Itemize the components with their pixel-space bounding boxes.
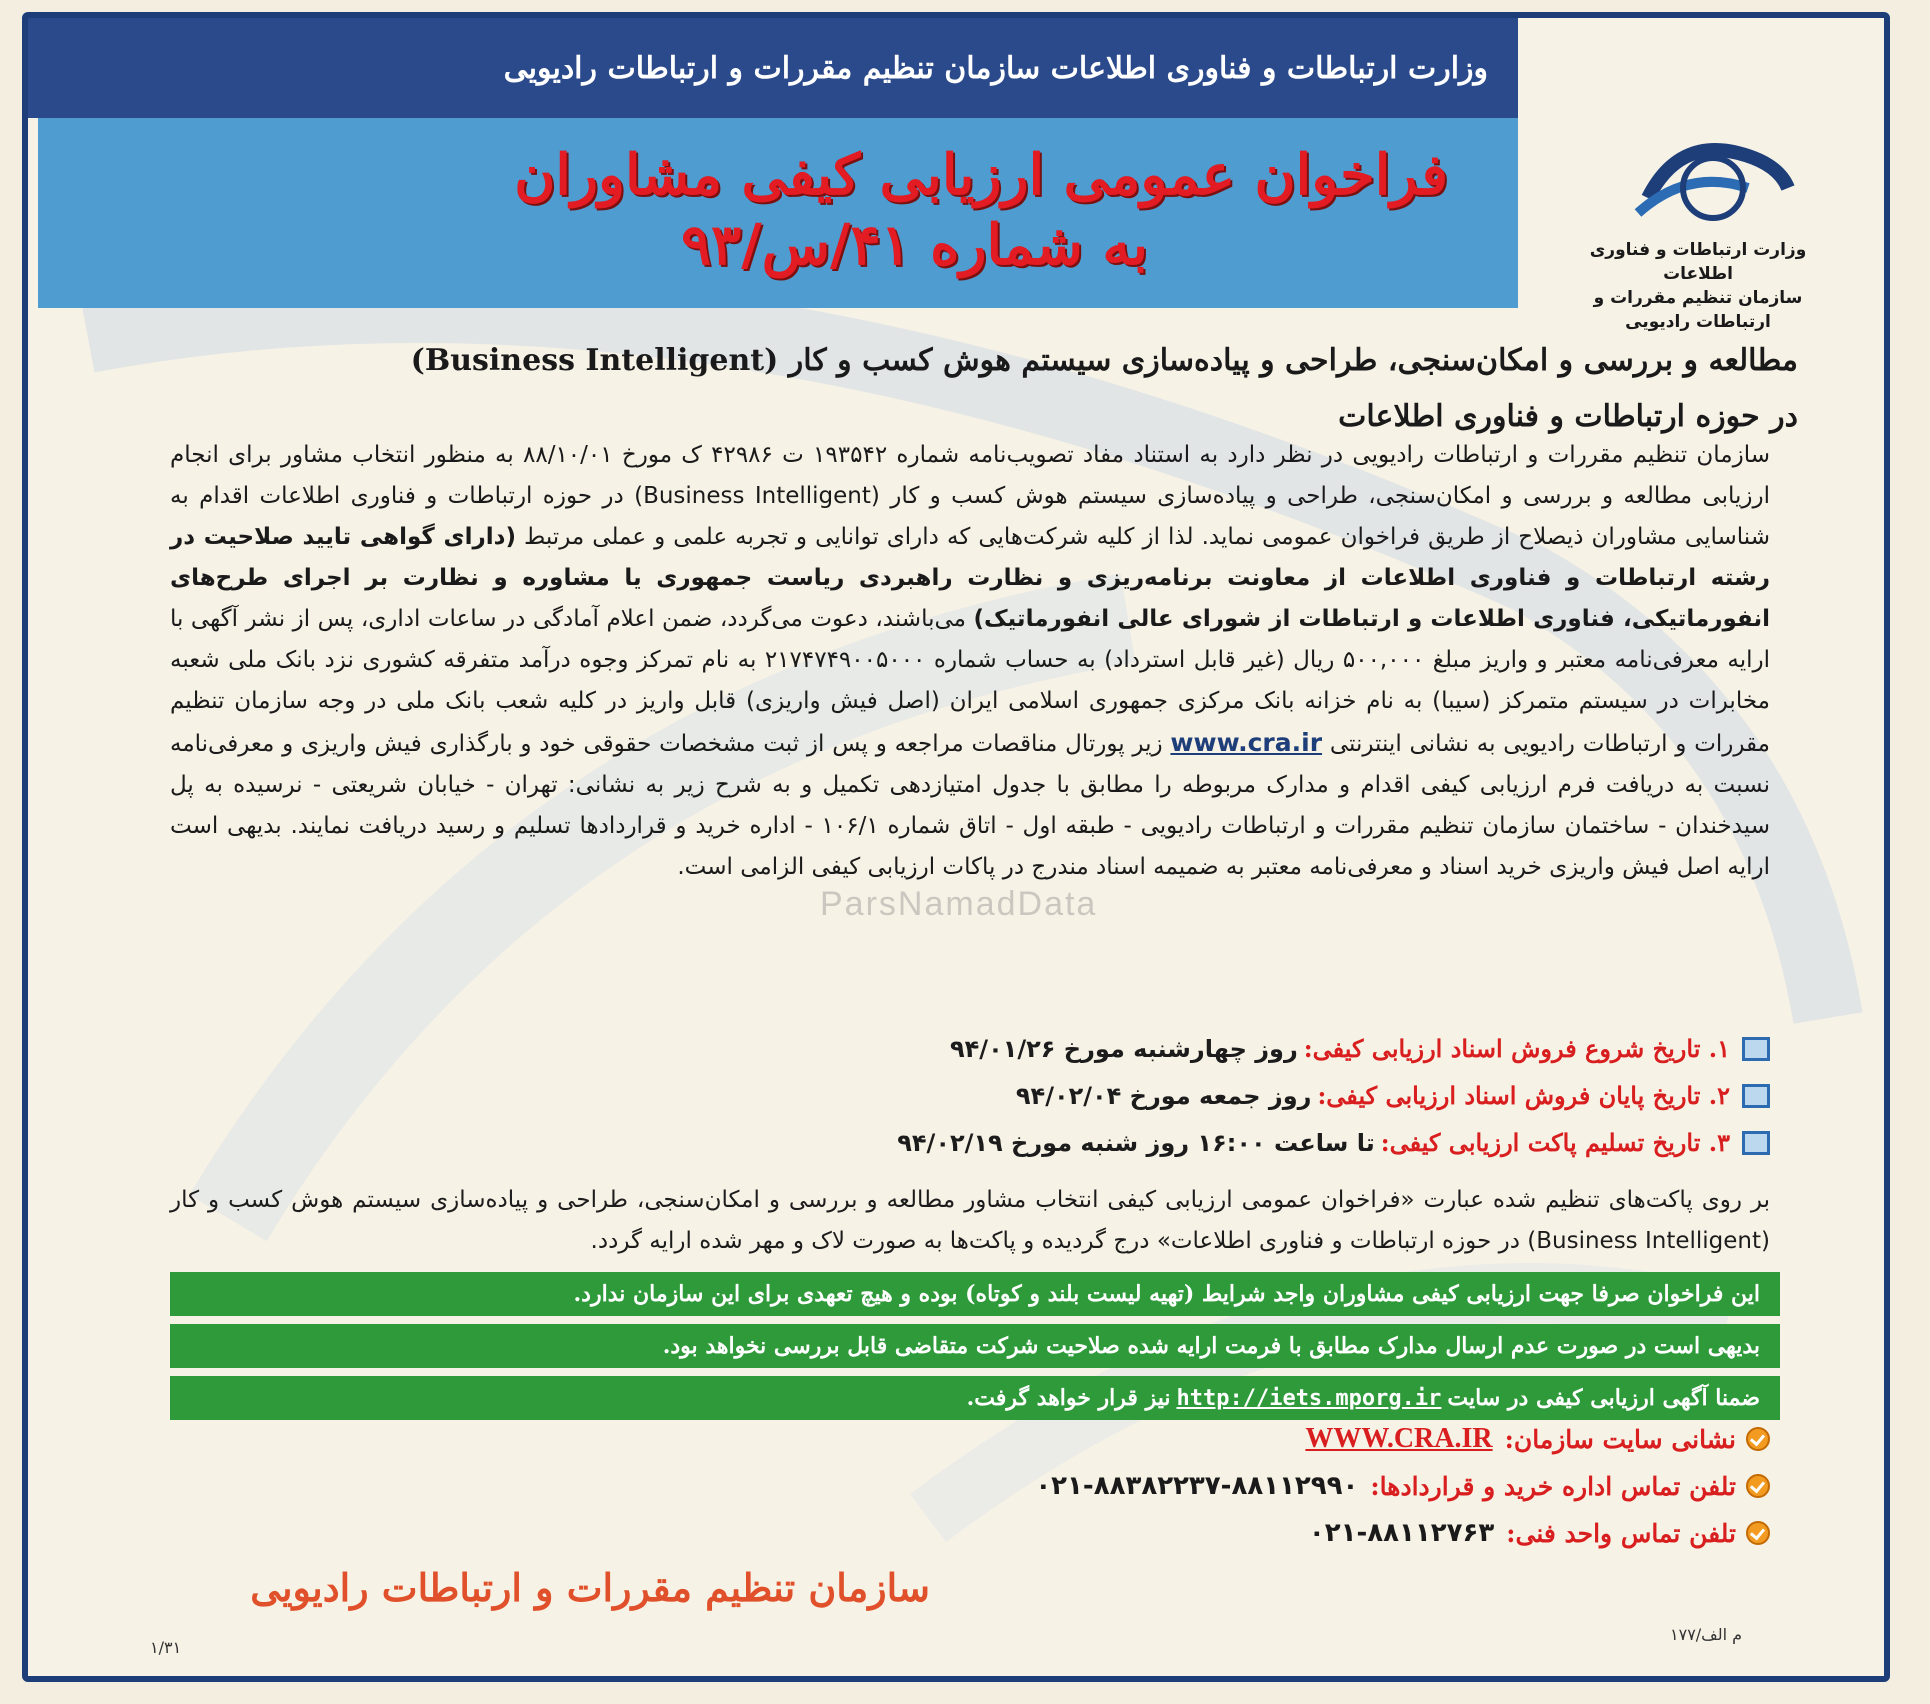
check-bullet-icon: [1746, 1427, 1770, 1451]
checkbox-icon: [1742, 1131, 1770, 1155]
logo-mark-icon: [1628, 128, 1798, 238]
date-label: ۲. تاریخ پایان فروش اسناد ارزیابی کیفی:: [1317, 1081, 1730, 1110]
green-notice-2-text: بدیهی است در صورت عدم ارسال مدارک مطابق با فرمت ارایه شده صلاحیت شرکت متقاضی قابل بررسی نخواهد بود.: [662, 1333, 1760, 1359]
ministry-banner: [28, 18, 1518, 118]
subject-line-2: در حوزه ارتباطات و فناوری اطلاعات: [1338, 399, 1798, 434]
announcement-title: فراخوان عمومی ارزیابی کیفی مشاوران: [514, 142, 1448, 208]
body-p3: زیر پورتال مناقصات مراجعه و پس از ثبت مشخصات حقوقی خود و بارگذاری فیش واریزی و معرفی‌نامه نسبت به دریافت فرم ارزیابی کیفی اقدام و مدارک مربوطه را مطابق با جدول امتیازدهی تکمیل و به شرح زیر به نشانی: تهران - خیابان شریعتی - نرسیده به پل سیدخندان - ساختمان سازمان تنظیم مقررات و ارتباطات رادیویی - طبقه اول - اتاق شماره ۱۰۶/۱ - اداره خرید و قراردادها تسلیم و رسید دریافت نمایند. بدیهی است ارایه اصل فیش واریزی خرید اسناد و معرفی‌نامه معتبر به ضمیمه اسناد مندرج در پاکات ارزیابی کیفی الزامی است.: [170, 731, 1770, 880]
date-value: روز جمعه مورخ ۹۴/۰۲/۰۴: [1015, 1081, 1312, 1110]
green-notice-3-pre: ضمنا آگهی ارزیابی کیفی در سایت: [1447, 1385, 1760, 1411]
subject-line-1: مطالعه و بررسی و امکان‌سنجی، طراحی و پیاده‌سازی سیستم هوش کسب و کار (Business Intelligent): [410, 343, 1798, 378]
dates-list: [170, 1025, 1770, 1166]
date-item: [170, 1025, 1770, 1072]
subject: [118, 333, 1798, 445]
body-p1: سازمان تنظیم مقررات و ارتباطات رادیویی در نظر دارد به استناد مفاد تصویب‌نامه شماره ۱۹۳۵۴۲ ت ۴۲۹۸۶ ک مورخ ۸۸/۱۰/۰۱ به منظور انتخاب مشاور برای انجام ارزیابی مطالعه و بررسی و امکان‌سنجی، طراحی و پیاده‌سازی سیستم هوش کسب و کار (Business Intelligent) در حوزه ارتباطات و فناوری اطلاعات اقدام به شناسایی مشاوران ذیصلاح از طریق فراخوان عمومی نماید. لذا از کلیه شرکت‌هایی که دارای توانایی و تجربه علمی و عملی مرتبط: [170, 442, 1770, 550]
announcement-number: به شماره ۴۱/س/۹۳: [681, 212, 1148, 278]
green-notice-1: [170, 1272, 1780, 1316]
page-code: ۱/۳۱: [150, 1638, 182, 1657]
logo-text-1: وزارت ارتباطات و فناوری اطلاعات: [1589, 240, 1807, 284]
purchase-phone: ۰۲۱-۸۸۳۸۲۲۳۷-۸۸۱۱۲۹۹۰: [1035, 1471, 1359, 1501]
contact-site: [170, 1415, 1770, 1463]
body-p2: می‌باشند، دعوت می‌گردد، ضمن اعلام آمادگی در ساعات اداری، پس از نشر آگهی با ارایه معرفی‌نامه معتبر و واریز مبلغ ۵۰۰,۰۰۰ ریال (غیر قابل استرداد) به حساب شماره ۲۱۷۴۷۴۹۰۰۵۰۰۰ به نام تمرکز وجوه درآمد متفرقه کشوری نزد بانک ملی شعبه مخابرات در سیستم متمرکز (سیبا) به نام خزانه بانک مرکزی جمهوری اسلامی ایران (اصل فیش واریزی) قابل واریز در کلیه شعب بانک ملی در وجه سازمان تنظیم مقررات و ارتباطات رادیویی به نشانی اینترنتی: [170, 606, 1770, 757]
envelope-note: بر روی پاکت‌های تنظیم شده عبارت «فراخوان عمومی ارزیابی کیفی انتخاب مشاور مطالعه و بررسی و امکان‌سنجی، طراحی و پیاده‌سازی سیستم هوش کسب و کار (Business Intelligent) در حوزه ارتباطات و فناوری اطلاعات» درج گردیده و پاکت‌ها به صورت لاک و مهر شده ارایه گردد.: [170, 1187, 1770, 1254]
green-notice-3: [170, 1376, 1780, 1420]
checkbox-icon: [1742, 1037, 1770, 1061]
green-notice-3-post: نیز قرار خواهد گرفت.: [966, 1385, 1171, 1411]
check-bullet-icon: [1746, 1521, 1770, 1545]
green-notice-1-text: این فراخوان صرفا جهت ارزیابی کیفی مشاوران واجد شرایط (تهیه لیست بلند و کوتاه) بوده و هیچ تعهدی برای این سازمان ندارد.: [573, 1281, 1760, 1307]
date-label: ۱. تاریخ شروع فروش اسناد ارزیابی کیفی:: [1303, 1034, 1730, 1063]
cra-link[interactable]: www.cra.ir: [1170, 728, 1323, 757]
green-notice-2: [170, 1324, 1780, 1368]
date-item: [170, 1119, 1770, 1166]
contact-tech: [170, 1509, 1770, 1557]
watermark: ParsNamadData: [820, 885, 1098, 923]
logo-text-2: سازمان تنظیم مقررات و ارتباطات رادیویی: [1593, 288, 1803, 332]
footer-org-name: سازمان تنظیم مقررات و ارتباطات رادیویی: [250, 1565, 930, 1610]
check-bullet-icon: [1746, 1474, 1770, 1498]
date-value: روز چهارشنبه مورخ ۹۴/۰۱/۲۶: [950, 1034, 1298, 1063]
purchase-label: تلفن تماس اداره خرید و قراردادها:: [1370, 1471, 1736, 1501]
checkbox-icon: [1742, 1084, 1770, 1108]
site-url-link[interactable]: WWW.CRA.IR: [1305, 1423, 1493, 1454]
iets-link[interactable]: http://iets.mporg.ir: [1176, 1385, 1442, 1411]
ad-code: م الف/۱۷۷: [1670, 1625, 1743, 1644]
cra-logo: [1558, 128, 1838, 332]
body-p1-bold: (دارای گواهی تایید صلاحیت در رشته ارتباطات و فناوری اطلاعات از معاونت برنامه‌ریزی و نظارت راهبردی ریاست جمهوری یا مشاوره و نظارت بر اجرای طرح‌های انفورماتیکی، فناوری اطلاعات و ارتباطات از شورای عالی انفورماتیک): [170, 524, 1771, 632]
tech-label: تلفن تماس واحد فنی:: [1506, 1518, 1736, 1548]
date-label: ۳. تاریخ تسلیم پاکت ارزیابی کیفی:: [1380, 1128, 1730, 1157]
tech-phone: ۰۲۱-۸۸۱۱۲۷۶۳: [1308, 1518, 1495, 1548]
date-value: تا ساعت ۱۶:۰۰ روز شنبه مورخ ۹۴/۰۲/۱۹: [897, 1128, 1375, 1157]
site-label: نشانی سایت سازمان:: [1504, 1424, 1736, 1454]
body-text: [170, 435, 1770, 888]
date-item: [170, 1072, 1770, 1119]
contact-purchase: [170, 1462, 1770, 1510]
ministry-line: وزارت ارتباطات و فناوری اطلاعات سازمان تنظیم مقررات و ارتباطات رادیویی: [503, 50, 1488, 86]
title-box: [38, 118, 1518, 308]
